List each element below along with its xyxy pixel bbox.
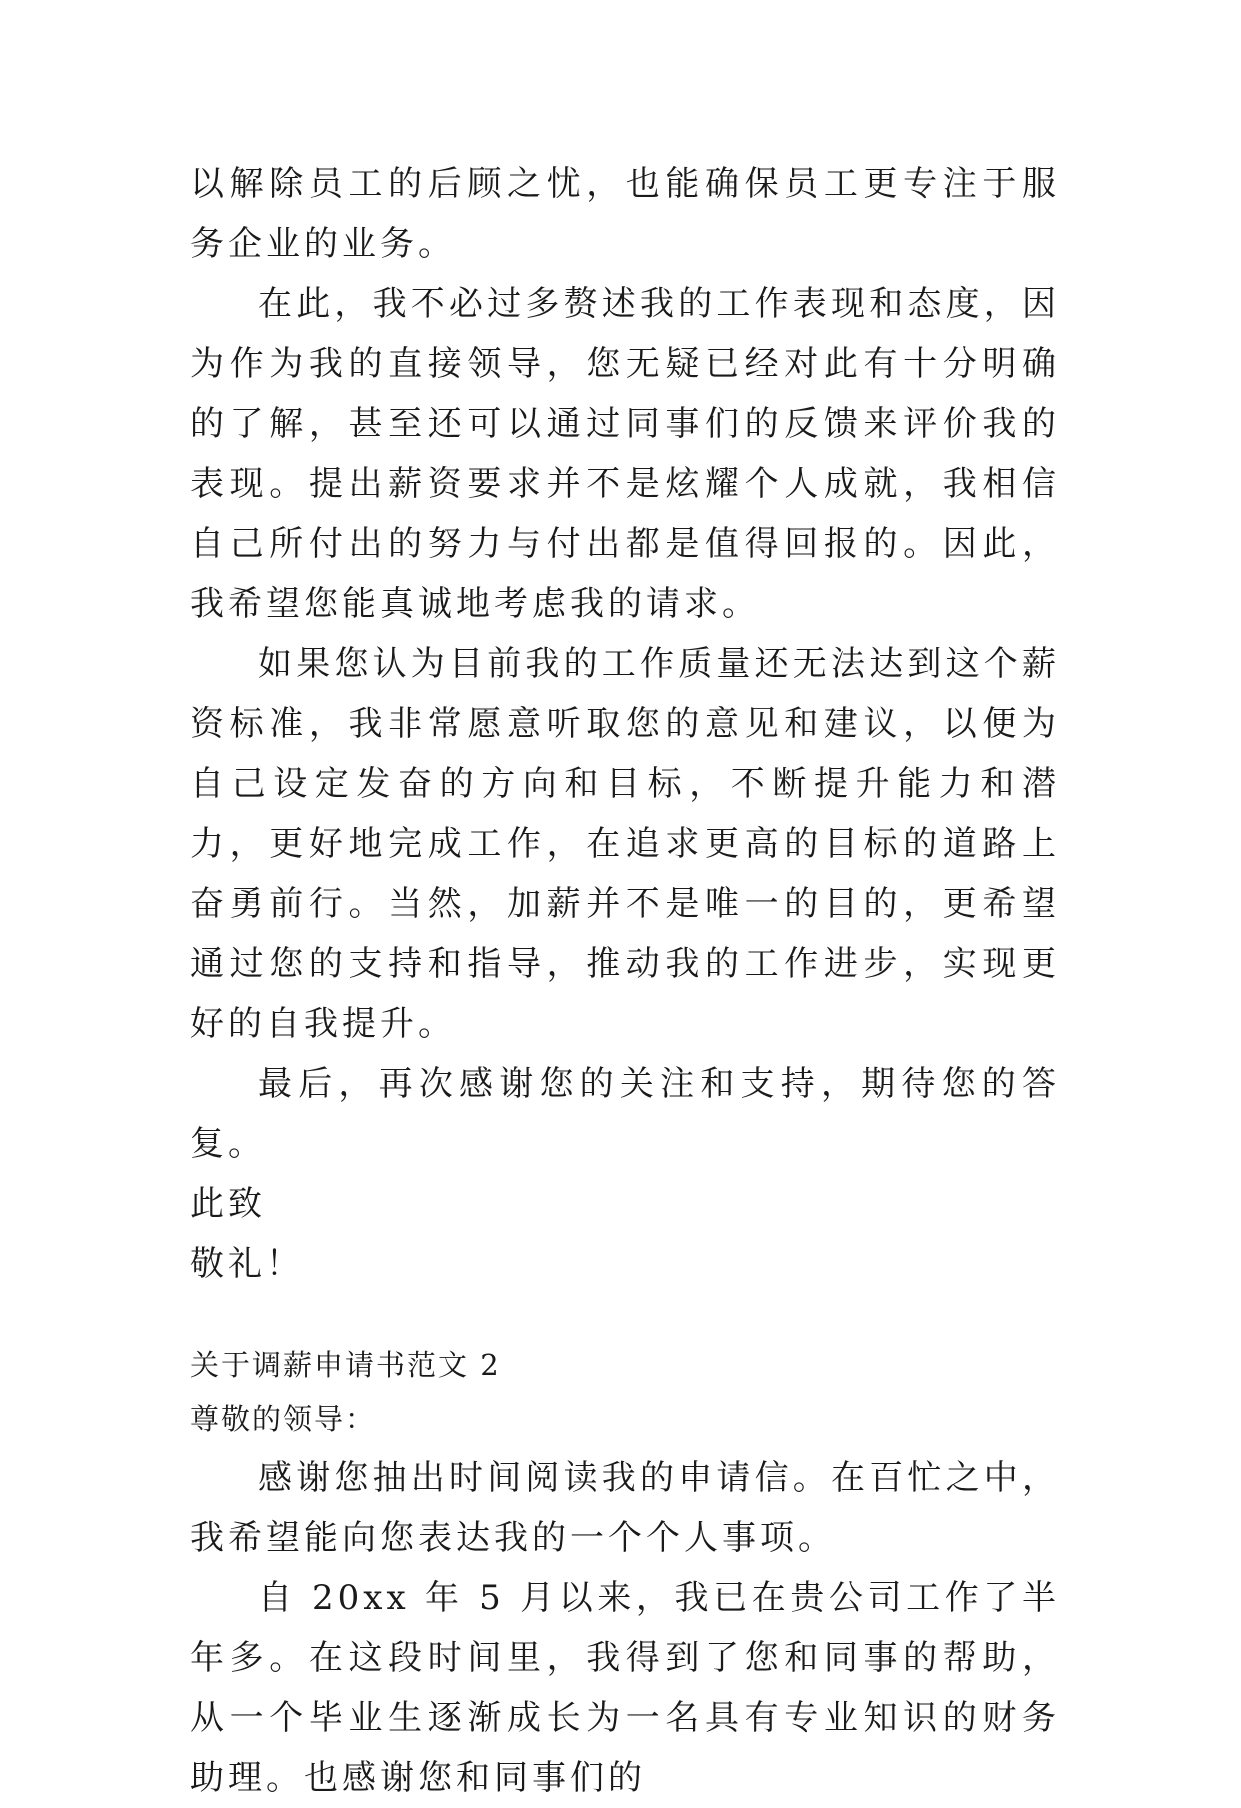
closing-cizhi: 此致	[190, 1184, 266, 1224]
paragraph-tenure: 自 20xx 年 5 月以来，我已在贵公司工作了半年多。在这段时间里，我得到了您和同事的帮助，从一个毕业生逐渐成长为一名具有专业知识的财务助理。也感谢您和同事们的	[190, 1578, 1060, 1798]
paragraph-intro: 感谢您抽出时间阅读我的申请信。在百忙之中，我希望能向您表达我的一个个人事项。	[190, 1458, 1060, 1558]
section-spacer	[190, 1294, 1060, 1340]
paragraph-thanks: 最后，再次感谢您的关注和支持，期待您的答复。	[190, 1064, 1060, 1164]
salutation: 尊敬的领导：	[190, 1402, 377, 1436]
closing-jingli: 敬礼！	[190, 1244, 304, 1284]
document-body	[190, 154, 1060, 1808]
paragraph-continued: 以解除员工的后顾之忧，也能确保员工更专注于服务企业的业务。	[190, 164, 1060, 264]
paragraph-work-performance: 在此，我不必过多赘述我的工作表现和态度，因为作为我的直接领导，您无疑已经对此有十分明确的了解，甚至还可以通过同事们的反馈来评价我的表现。提出薪资要求并不是炫耀个人成就，我相信自己所付出的努力与付出都是值得回报的。因此，我希望您能真诚地考虑我的请求。	[190, 284, 1060, 624]
section-title: 关于调薪申请书范文 2	[190, 1348, 501, 1382]
paragraph-feedback-request: 如果您认为目前我的工作质量还无法达到这个薪资标准，我非常愿意听取您的意见和建议，以便为自己设定发奋的方向和目标，不断提升能力和潜力，更好地完成工作，在追求更高的目标的道路上奋勇前行。当然，加薪并不是唯一的目的，更希望通过您的支持和指导，推动我的工作进步，实现更好的自我提升。	[190, 644, 1060, 1044]
